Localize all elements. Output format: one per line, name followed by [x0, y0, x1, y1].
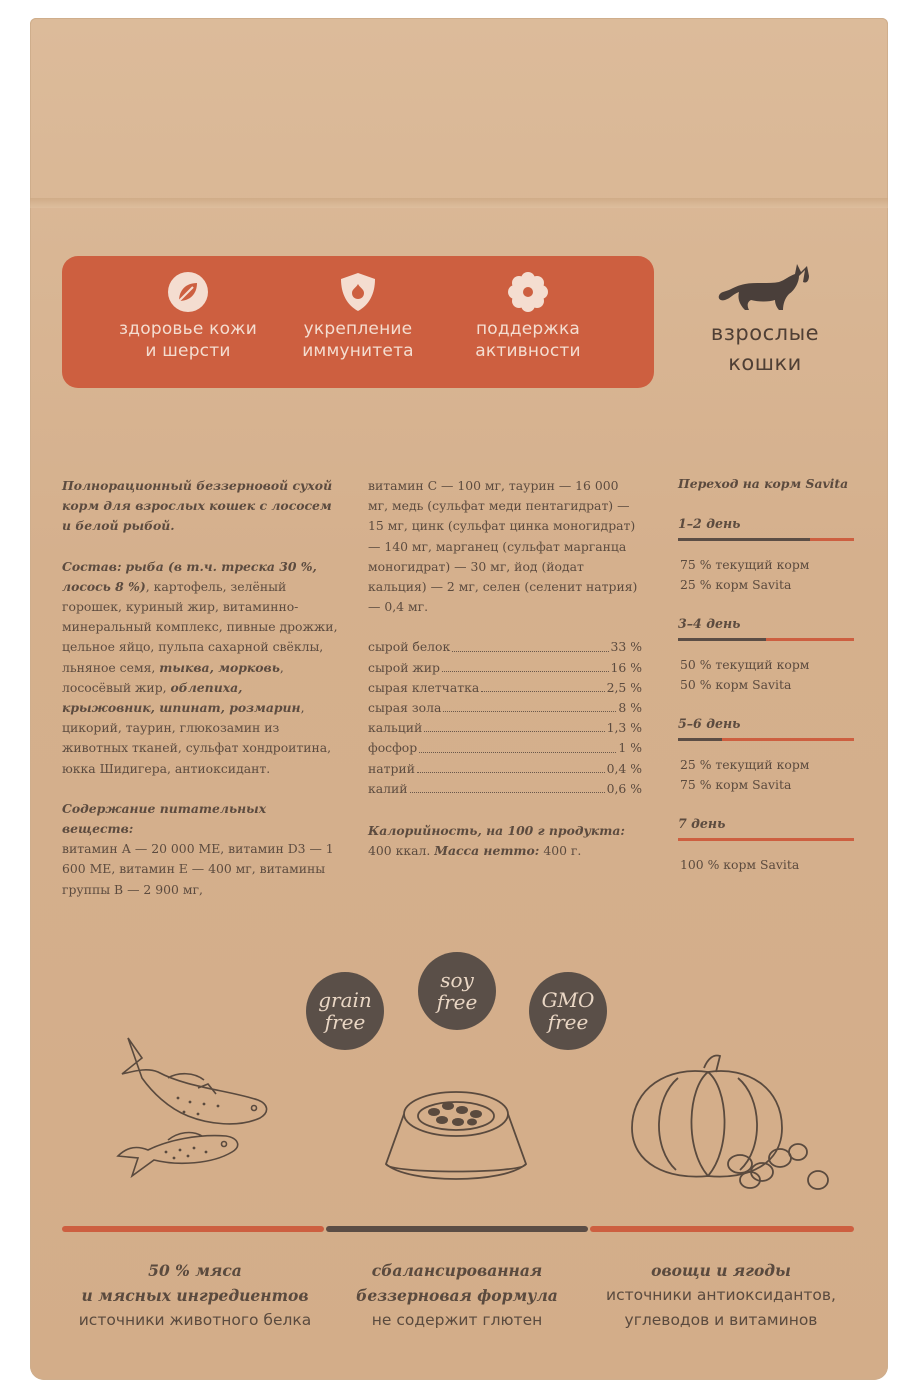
cat-icon — [715, 258, 815, 314]
package-seal — [30, 198, 888, 208]
step-bar — [678, 738, 854, 741]
fish-illustration — [108, 1028, 278, 1188]
transition-step — [678, 816, 854, 875]
vitamins-continued: витамин С — 100 мг, таурин — 16 000 мг, медь (сульфат меди пентагидрат) — 15 мг, цинк (сульфат цинка моногидрат) — 140 мг, марганец (сульфат марганца моногидрат) — 30 мг, йод (йодат кальция) — 2 мг, селен (селенит натрия) — 0,4 мг. — [368, 478, 638, 615]
flower-icon — [506, 270, 550, 314]
feature-text-1: источники животного белка — [78, 1311, 312, 1329]
leaf-icon — [166, 270, 210, 314]
nutrients-text: витамин А — 20 000 МЕ, витамин D3 — 1 600 МЕ, витамин Е — 400 мг, витамины группы В — 2 900 мг, — [62, 841, 334, 897]
transition-step — [678, 716, 854, 795]
step-bar — [678, 838, 854, 841]
nutrient-row: калий 0,6 % — [368, 780, 642, 796]
feature-formula — [322, 1258, 592, 1333]
feature-text-1: источники антиоксидантов, — [606, 1286, 836, 1304]
calorie-label: Калорийность, на 100 г продукта: — [368, 822, 625, 838]
feature-heading-2: беззерновая формула — [356, 1286, 558, 1305]
step-line-1: 75 % текущий корм — [680, 557, 810, 572]
audience-label-2: кошки — [728, 351, 802, 375]
feature-heading-1: 50 % мяса — [148, 1261, 242, 1280]
benefit-label-1: укрепление — [303, 319, 413, 339]
benefit-activity — [443, 270, 613, 362]
transition-step — [678, 616, 854, 695]
calorie-mass-line: 400 ккал. Масса нетто: 400 г. — [368, 843, 582, 859]
step-day: 1–2 день — [678, 516, 741, 531]
benefit-immunity — [273, 270, 443, 362]
feature-text-1: не содержит глютен — [371, 1311, 543, 1329]
stripe-left — [62, 1226, 324, 1232]
transition-schedule — [678, 476, 854, 496]
transition-title: Переход на корм Savita — [678, 476, 849, 491]
nutrient-row: сырой белок 33 % — [368, 639, 642, 655]
product-description: Полнорационный беззерновой сухой корм для взрослых кошек с лососем и белой рыбой. — [62, 478, 333, 534]
benefit-label-2: активности — [475, 341, 581, 361]
nutrients-label: Содержание питательных веществ: — [62, 800, 267, 837]
step-line-2: 75 % корм Savita — [680, 777, 792, 792]
soy-free-badge: soy free — [418, 952, 496, 1030]
step-day: 7 день — [678, 816, 726, 831]
grain-free-badge: grain free — [306, 972, 384, 1050]
stripe-middle — [326, 1226, 588, 1232]
food-bowl-illustration — [378, 1080, 534, 1192]
transition-step — [678, 516, 854, 595]
step-day: 5–6 день — [678, 716, 741, 731]
step-line-1: 25 % текущий корм — [680, 757, 810, 772]
step-line-2: 25 % корм Savita — [680, 577, 792, 592]
shield-icon — [336, 270, 380, 314]
nutrient-row: натрий 0,4 % — [368, 760, 642, 776]
benefit-label-1: здоровье кожи — [119, 319, 257, 339]
audience-label-1: взрослые — [710, 321, 820, 345]
gmo-free-badge: GMO free — [529, 972, 607, 1050]
stripe-right — [590, 1226, 854, 1232]
benefit-label-1: поддержка — [475, 319, 581, 339]
step-line-1: 50 % текущий корм — [680, 657, 810, 672]
step-line-2: 50 % корм Savita — [680, 677, 792, 692]
feature-vegetables — [586, 1258, 856, 1333]
analysis-column — [368, 476, 642, 861]
composition-column — [62, 476, 338, 900]
benefit-label-2: иммунитета — [302, 341, 414, 361]
nutrient-row: сырой жир 16 % — [368, 659, 642, 675]
feature-heading-2: и мясных ингредиентов — [81, 1286, 309, 1305]
benefit-skin-coat — [103, 270, 273, 362]
step-line-1: 100 % корм Savita — [680, 857, 800, 872]
nutrient-row: кальций 1,3 % — [368, 720, 642, 736]
feature-heading-1: сбалансированная — [371, 1261, 543, 1280]
composition-label: Состав: — [62, 558, 122, 574]
feature-heading-1: овощи и ягоды — [651, 1261, 791, 1280]
composition-text: Состав: рыба (в т.ч. треска 30 %, лосось 8 %), картофель, зелёный горошек, куриный жир, витаминно-минеральный комплекс, пивные дрожжи, цельное яйцо, пульпа сахарной свёклы, льняное семя, тыква, морковь, лососёвый жир, облепиха, крыжовник, шпинат, розмарин, цикорий, таурин, глюкозамин из животных тканей, сульфат хондроитина, юкка Шидигера, антиоксидант. — [62, 558, 338, 776]
feature-meat — [60, 1258, 330, 1333]
pumpkin-illustration — [628, 1048, 838, 1198]
feature-text-2: углеводов и витаминов — [624, 1311, 818, 1329]
benefit-label-2: и шерсти — [145, 341, 231, 361]
nutrient-row: сырая зола 8 % — [368, 699, 642, 715]
audience-block — [690, 258, 840, 378]
nutrient-row: сырая клетчатка 2,5 % — [368, 679, 642, 695]
step-bar — [678, 638, 854, 641]
step-day: 3–4 день — [678, 616, 741, 631]
nutrient-row: фосфор 1 % — [368, 740, 642, 756]
nutrient-table — [368, 637, 642, 799]
step-bar — [678, 538, 854, 541]
